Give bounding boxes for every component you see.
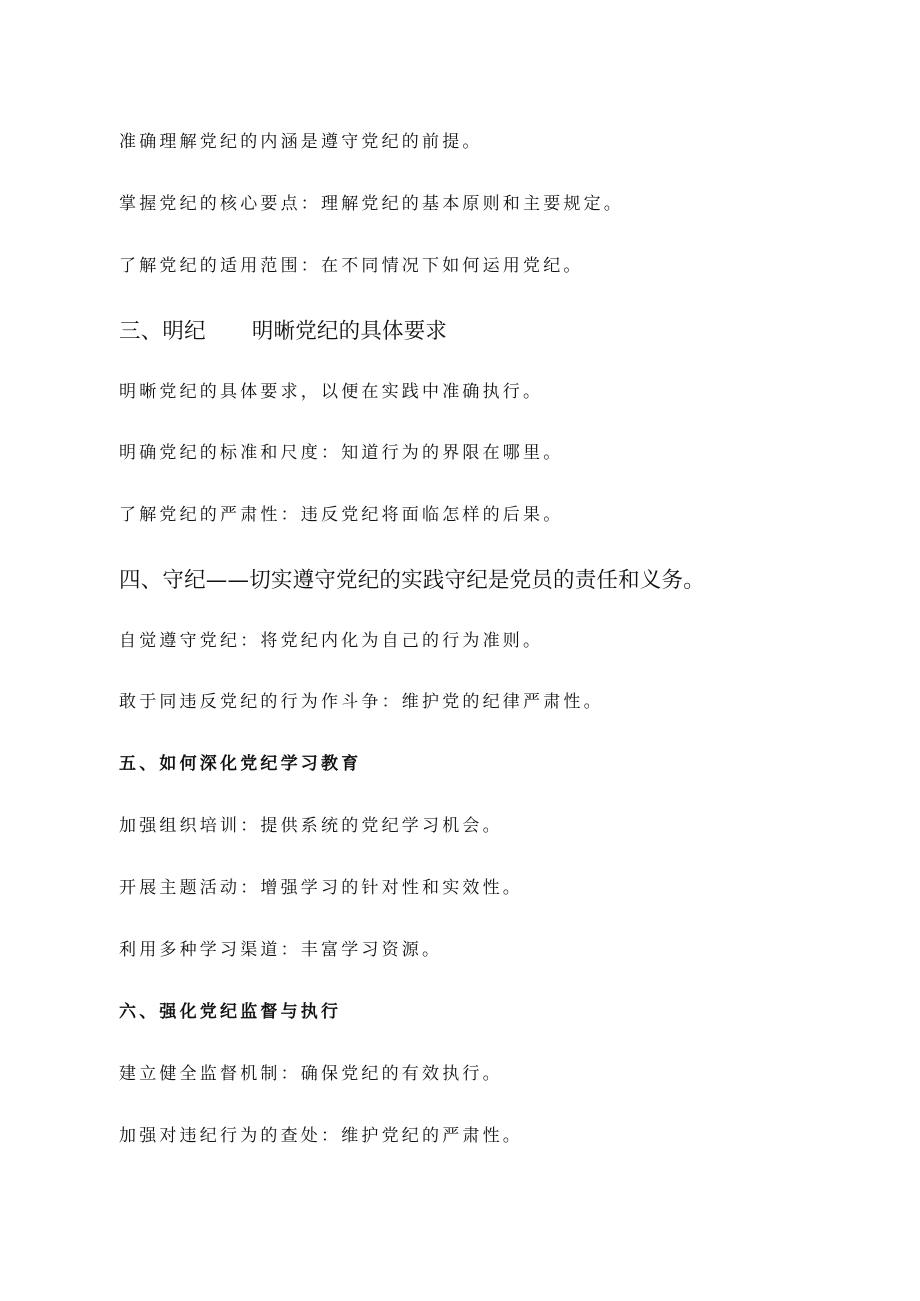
paragraph: 自觉遵守党纪：将党纪内化为自己的行为准则。 [119,631,544,651]
paragraph: 了解党纪的适用范围：在不同情况下如何运用党纪。 [119,256,584,276]
paragraph: 建立健全监督机制：确保党纪的有效执行。 [119,1064,503,1084]
section-heading-title: 明晰党纪的具体要求 [251,319,448,344]
paragraph: 了解党纪的严肃性：违反党纪将面临怎样的后果。 [119,505,564,525]
paragraph: 加强组织培训：提供系统的党纪学习机会。 [119,816,503,836]
paragraph: 准确理解党纪的内涵是遵守党纪的前提。 [119,132,483,152]
paragraph: 加强对违纪行为的查处：维护党纪的严肃性。 [119,1126,523,1146]
section-heading-6: 六、强化党纪监督与执行 [119,1002,342,1022]
section-heading-prefix: 三、明纪 [119,319,206,344]
section-heading-4: 四、守纪——切实遵守党纪的实践守纪是党员的责任和义务。 [119,568,705,593]
paragraph: 利用多种学习渠道：丰富学习资源。 [119,940,443,960]
paragraph: 掌握党纪的核心要点：理解党纪的基本原则和主要规定。 [119,194,624,214]
section-heading-5: 五、如何深化党纪学习教育 [119,754,362,774]
section-heading-3 [119,321,447,343]
paragraph: 明晰党纪的具体要求，以便在实践中准确执行。 [119,382,544,402]
paragraph: 开展主题活动：增强学习的针对性和实效性。 [119,878,523,898]
paragraph: 敢于同违反党纪的行为作斗争：维护党的纪律严肃性。 [119,692,604,712]
paragraph: 明确党纪的标准和尺度：知道行为的界限在哪里。 [119,443,564,463]
